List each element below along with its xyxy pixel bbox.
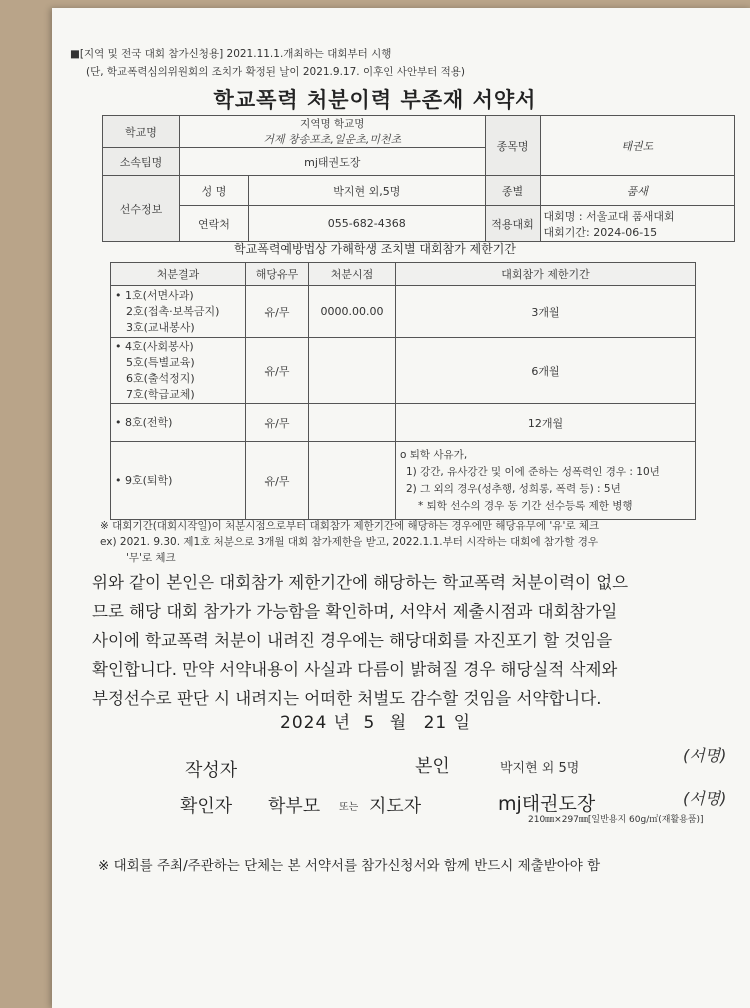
table-row xyxy=(111,286,696,338)
paper-spec: 210㎜×297㎜[일반용지 60g/㎡(재활용품)] xyxy=(528,815,704,825)
notice xyxy=(70,46,466,78)
notice-line2: (단, 학교폭력심의위원회의 조치가 확정된 날이 2021.9.17. 이후인 사안부터 적용) xyxy=(86,66,466,78)
period-list-item: 1) 강간, 유사강간 및 이에 준하는 성폭력인 경우 : 10년 xyxy=(406,465,660,478)
date-month: 5 xyxy=(363,713,376,733)
confirmer-label: 확인자 xyxy=(180,796,233,817)
pledge-line: 부정선수로 판단 시 내려지는 어떠한 처벌도 감수할 것임을 서약합니다. xyxy=(92,689,602,708)
pledge-line: 위와 같이 본인은 대회참가 제한기간에 해당하는 학교폭력 처분이력이 없으 xyxy=(92,573,629,592)
school-header: 지역명 학교명 xyxy=(300,118,365,130)
applicable-check[interactable]: 유/무 xyxy=(246,286,309,338)
disposition-date: 0000.00.00 xyxy=(309,286,396,338)
category-value: 품새 xyxy=(540,176,734,206)
period-list-item: * 퇴학 선수의 경우 동 기간 선수등록 제한 병행 xyxy=(418,499,633,512)
result-cell xyxy=(111,338,246,404)
contact-value: 055-682-4368 xyxy=(249,206,486,242)
applicable-check[interactable]: 유/무 xyxy=(246,404,309,442)
header-applicable: 해당유무 xyxy=(246,263,309,286)
date-year: 2024 xyxy=(280,713,328,733)
table-row xyxy=(111,404,696,442)
team-label: 소속팀명 xyxy=(103,148,180,176)
category-label: 종별 xyxy=(485,176,540,206)
result-item: • 9호(퇴학) xyxy=(115,473,173,487)
table-row xyxy=(111,442,696,520)
date-day: 21 xyxy=(423,713,448,733)
document-title: 학교폭력 처분이력 부존재 서약서 xyxy=(213,88,537,112)
date-year-unit: 년 xyxy=(333,713,352,733)
seal-1[interactable]: (서명) xyxy=(683,746,727,765)
writer-label: 작성자 xyxy=(185,760,238,781)
player-label: 선수정보 xyxy=(103,176,180,242)
disposition-date xyxy=(309,404,396,442)
note-1: ※ 대회기간(대회시작일)이 처분시점으로부터 대회참가 제한기간에 해당하는 경우에만 해당유무에 '유'로 체크 xyxy=(100,520,600,532)
restriction-period: 12개월 xyxy=(396,404,696,442)
result-cell xyxy=(111,286,246,338)
school-value: 거제 창송포초,일운초,미천초 xyxy=(263,133,402,146)
competition-name: 대회명 : 서울교대 품새대회 xyxy=(543,209,675,223)
header-date: 처분시점 xyxy=(309,263,396,286)
team-value: mj태권도장 xyxy=(180,148,486,176)
applicable-check[interactable]: 유/무 xyxy=(246,442,309,520)
disposition-date xyxy=(309,442,396,520)
pledge-line: 므로 해당 대회 참가가 가능함을 확인하며, 서약서 제출시점과 대회참가일 xyxy=(92,602,618,621)
result-item: 6호(출석정지) xyxy=(126,371,195,385)
restrict-section-title: 학교폭력예방법상 가해학생 조치별 대회참가 제한기간 xyxy=(234,242,516,256)
restriction-period: 3개월 xyxy=(396,286,696,338)
competition-period: 대회기간: 2024-06-15 xyxy=(543,225,658,239)
event-value: 태권도 xyxy=(540,116,734,176)
pledge-paragraph xyxy=(92,568,732,713)
note-3: '무'로 체크 xyxy=(126,552,176,564)
period-list-item: 2) 그 외의 경우(성추행, 성희롱, 폭력 등) : 5년 xyxy=(406,482,621,495)
note-2: ex) 2021. 9.30. 제1호 처분으로 3개월 대회 참가제한을 받고, 2022.1.1.부터 시작하는 대회에 참가할 경우 xyxy=(100,536,598,548)
restriction-period: 6개월 xyxy=(396,338,696,404)
name-label: 성 명 xyxy=(180,176,249,206)
event-label: 종목명 xyxy=(485,116,540,176)
parent-label: 학부모 xyxy=(268,796,321,817)
result-item: • 8호(전학) xyxy=(115,415,173,429)
notes xyxy=(100,518,599,566)
result-item: • 4호(사회봉사) xyxy=(115,339,194,353)
notice-line1: ■[지역 및 전국 대회 참가신청용] 2021.11.1.개최하는 대회부터 시행 xyxy=(70,48,392,60)
result-item: 2호(접촉·보복금지) xyxy=(126,304,220,318)
disposition-date xyxy=(309,338,396,404)
self-name[interactable]: 박지현 외 5명 xyxy=(500,761,580,776)
footer-note: ※ 대회를 주최/주관하는 단체는 본 서약서를 참가신청서와 함께 반드시 제출받아야 함 xyxy=(98,858,601,874)
result-item: 5호(특별교육) xyxy=(126,355,195,369)
pledge-line: 사이에 학교폭력 처분이 내려진 경우에는 해당대회를 자진포기 할 것임을 xyxy=(92,631,613,650)
school-cell xyxy=(180,116,486,148)
instructor-name[interactable]: mj태권도장 xyxy=(498,793,596,815)
competition-cell xyxy=(540,206,734,242)
info-table xyxy=(102,115,735,242)
result-cell xyxy=(111,404,246,442)
pledge-line: 확인합니다. 만약 서약내용이 사실과 다름이 밝혀질 경우 해당실적 삭제와 xyxy=(92,660,618,679)
result-item: • 1호(서면사과) xyxy=(115,288,194,302)
date-month-unit: 월 xyxy=(389,713,408,733)
result-item: 3호(교내봉사) xyxy=(126,320,195,334)
or-label: 또는 xyxy=(339,802,359,813)
school-label: 학교명 xyxy=(103,116,180,148)
instructor-label: 지도자 xyxy=(369,796,422,817)
restriction-table xyxy=(110,262,696,520)
contact-label: 연락처 xyxy=(180,206,249,242)
header-period: 대회참가 제한기간 xyxy=(396,263,696,286)
name-value: 박지현 외,5명 xyxy=(249,176,486,206)
restriction-period-list xyxy=(396,442,696,520)
header-result: 처분결과 xyxy=(111,263,246,286)
table-row xyxy=(111,338,696,404)
seal-2[interactable]: (서명) xyxy=(683,789,727,808)
result-item: 7호(학급교체) xyxy=(126,387,195,401)
result-cell xyxy=(111,442,246,520)
self-label: 본인 xyxy=(415,756,450,777)
pledge-date xyxy=(280,708,471,733)
applicable-check[interactable]: 유/무 xyxy=(246,338,309,404)
period-list-item: o 퇴학 사유가, xyxy=(400,448,468,461)
date-day-unit: 일 xyxy=(453,713,472,733)
applied-label: 적용대회 xyxy=(485,206,540,242)
